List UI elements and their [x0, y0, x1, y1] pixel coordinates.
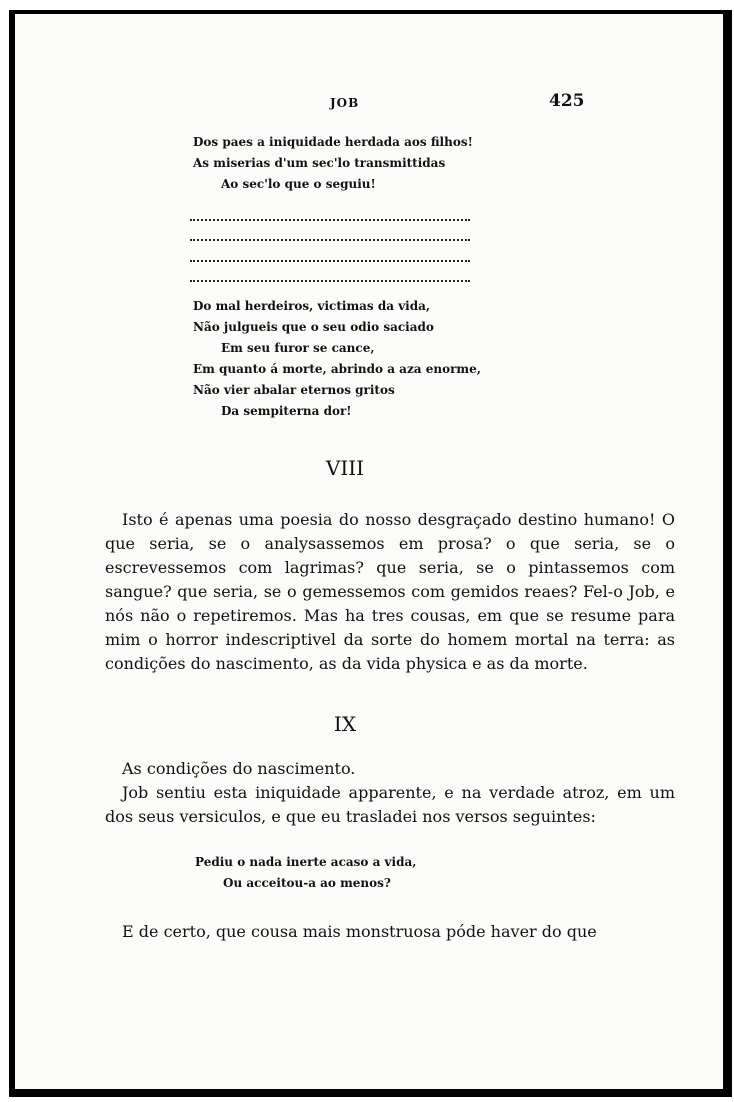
section-heading-viii: VIII — [325, 456, 365, 480]
ellipsis-row — [190, 260, 470, 262]
ellipsis-row — [190, 239, 470, 241]
verse-line: Ou acceitou-a ao menos? — [223, 876, 391, 890]
ellipsis-row — [190, 219, 470, 221]
paragraph: Isto é apenas uma poesia do nosso desgraçado destino humano! O que seria, se o analysassemos em prosa? o que seria, se o escrevessemos com lagrimas? que seria, se o pintassemos com sangue? que seria, se o gemessemos com gemidos reaes? Fel-o Job, e nós não o repetiremos. Mas ha tres cousas, em que se resume para mim o horror indescriptivel da sorte do homem mortal na terra: as condições do nascimento, as da vida physica e as da morte. — [105, 510, 675, 673]
verse-line: Do mal herdeiros, victimas da vida, — [193, 299, 431, 313]
verse-line: Em seu furor se cance, — [221, 341, 375, 355]
verse-line: Não julgueis que o seu odio saciado — [193, 320, 434, 334]
ellipsis-row — [190, 280, 470, 282]
section-viii-body — [105, 508, 675, 676]
paragraph-intro: As condições do nascimento. — [122, 759, 356, 778]
verse-line: As miserias d'um sec'lo transmittidas — [193, 156, 446, 170]
section-heading-ix: IX — [333, 712, 357, 736]
verse-line: Em quanto á morte, abrindo a aza enorme, — [193, 362, 481, 376]
running-title: JOB — [330, 96, 360, 110]
verse-line: Ao sec'lo que o seguiu! — [221, 177, 376, 191]
verse-line: Não vier abalar eternos gritos — [193, 383, 395, 397]
section-ix-closing — [105, 920, 675, 944]
book-page — [15, 14, 723, 1089]
paragraph: E de certo, que cousa mais monstruosa póde haver do que — [122, 922, 597, 941]
verse-line: Da sempiterna dor! — [221, 404, 352, 418]
page-number: 425 — [549, 91, 585, 111]
verse-line: Pediu o nada inerte acaso a vida, — [195, 855, 417, 869]
paragraph: Job sentiu esta iniquidade apparente, e na verdade atroz, em um dos seus versiculos, e que eu trasladei nos versos seguintes: — [105, 783, 675, 826]
verse-line: Dos paes a iniquidade herdada aos filhos! — [193, 135, 473, 149]
section-ix-body — [105, 757, 675, 829]
